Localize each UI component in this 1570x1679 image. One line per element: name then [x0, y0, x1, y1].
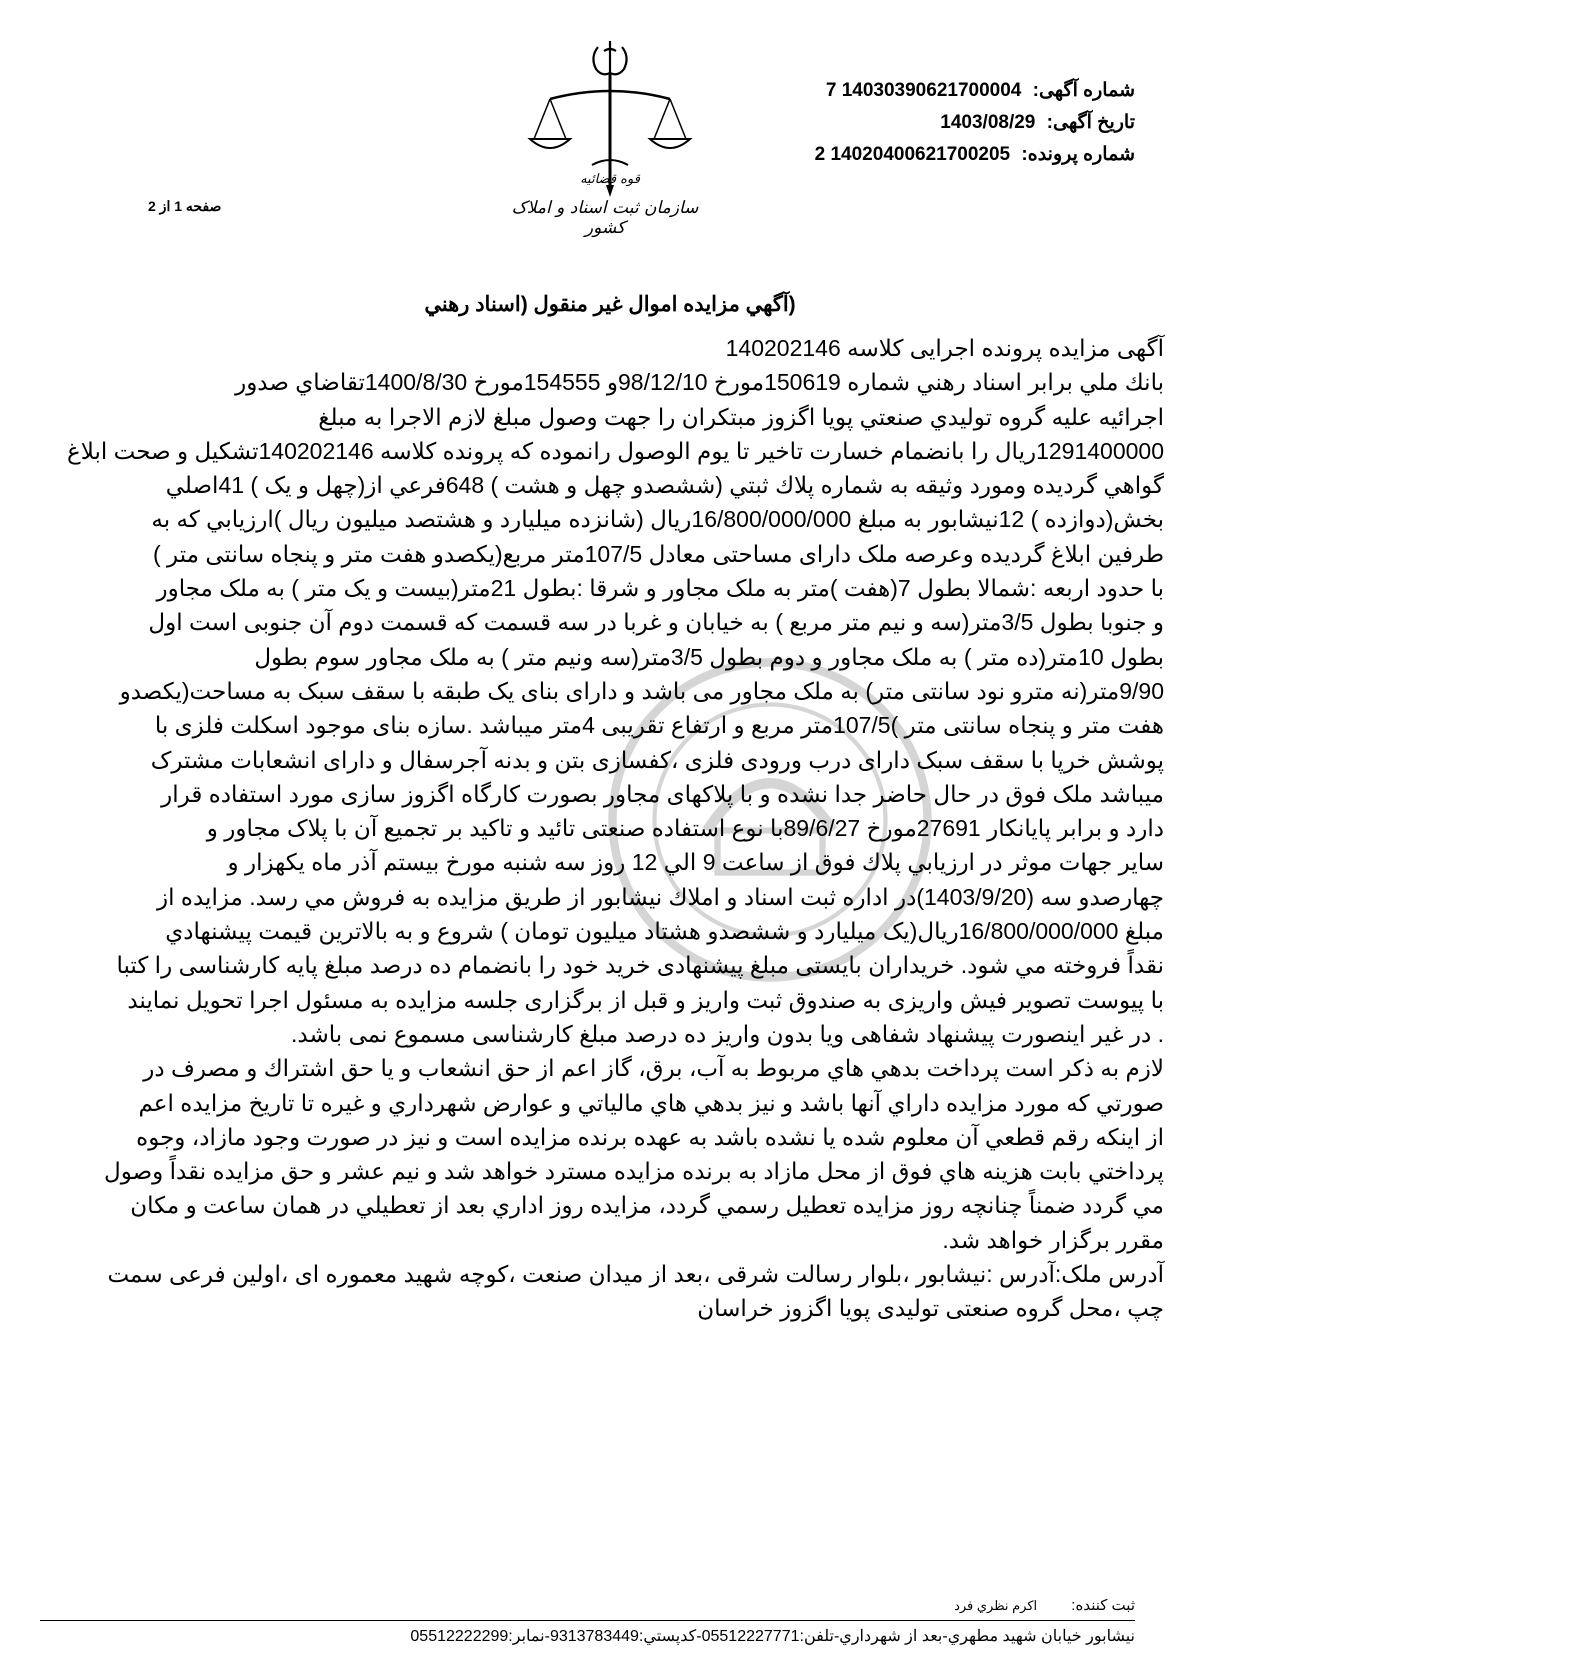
case-number-row: [815, 139, 1135, 171]
body-line: از اينكه رقم قطعي آن معلوم شده يا نشده باشد به عهده برنده مزايده است و نيز در صورت وجود مازاد، وجوه: [136, 1123, 1164, 1150]
case-number: 14020400621700205 2: [814, 144, 1011, 165]
body-line: چهارصدو سه (1403/9/20)در اداره ثبت اسناد و املاك نيشابور از طريق مزايده به فروش مي رسد. مزايده از: [157, 883, 1164, 910]
body-line: آگهی مزایده پرونده اجرایی کلاسه 140202146: [725, 335, 1164, 361]
registrar: [954, 1596, 1135, 1614]
notice-meta: [815, 75, 1135, 171]
notice-date-row: [815, 107, 1135, 139]
notice-number-row: [815, 75, 1135, 107]
notice-body: [14, 331, 1164, 1326]
body-line: چپ ،محل گروه صنعتی تولیدی پویا اگزوز خراسان: [697, 1295, 1164, 1322]
document-title: (آگهي مزايده اموال غير منقول (اسناد رهني: [424, 293, 796, 316]
body-line: صورتي كه مورد مزايده داراي آنها باشد و نيز بدهي هاي مالياتي و عوارض شهرداري و غيره تا تاريخ مزايده اعم: [138, 1089, 1164, 1116]
notice-date: 1403/08/29: [940, 112, 1036, 133]
body-line: ساير جهات موثر در ارزيابي پلاك فوق از ساعت 9 الي 12 روز سه شنبه مورخ بيستم آذر ماه يكهزار و: [227, 849, 1164, 876]
body-line: بخش(دوازده ) 12نيشابور به مبلغ 16/800/000/000ريال (شانزده ميليارد و هشتصد ميليون ريال )ارزيابي كه به: [151, 506, 1164, 533]
body-line: بطول 10متر(ده متر ) به ملک مجاور و دوم بطول 3/5متر(سه ونیم متر ) به ملک مجاور سوم بطول: [254, 643, 1164, 670]
registrar-name: اكرم نظري فرد: [954, 1598, 1038, 1613]
body-line: لازم به ذكر است پرداخت بدهي هاي مربوط به آب، برق، گاز اعم از حق انشعاب و يا حق اشتراك و مصرف در: [143, 1055, 1164, 1082]
case-number-label: شماره پرونده:: [1021, 144, 1135, 165]
body-line: طرفين ابلاغ گرديده وعرصه ملک دارای مساحتی معادل 107/5متر مربع(یکصدو هفت متر و پنجاه سانتی متر ): [152, 540, 1164, 567]
body-line: میباشد ملک فوق در حال حاضر جدا نشده و با پلاکهای مجاور بصورت کارگاه اگزوز سازی مورد استفاده قرار: [161, 780, 1164, 807]
body-line: گواهي گرديده ومورد وثيقه به شماره پلاك ثبتي (ششصدو چهل و هشت ) 648فرعي از(چهل و یک ) 41اصلي: [165, 472, 1164, 499]
notice-number: 14030390621700004 7: [825, 80, 1022, 101]
footer-address: نيشابور خيابان شهيد مطهري-بعد از شهرداري-تلفن:05512227771-كدپستي:9313783449-نمابر:05512222299: [410, 1628, 1135, 1645]
footer-divider: [40, 1620, 1135, 1621]
body-line: و جنوبا بطول 3/5متر(سه و نیم متر مربع ) به خیابان و غربا در سه قسمت که قسمت دوم آن جنوبی است اول: [148, 609, 1164, 636]
page-indicator: صفحه 1 از 2: [148, 198, 222, 214]
svg-text:قوه قضائیه: قوه قضائیه: [580, 172, 640, 187]
body-line: 9/90متر(نه مترو نود سانتی متر) به ملک مجاور می باشد و دارای بنای یک طبقه با سقف سبک به مساحت(یکصدو: [119, 677, 1164, 704]
body-line: . در غیر اینصورت پیشنهاد شفاهی ویا بدون واریز ده درصد مبلغ کارشناسی مسموع نمی باشد.: [291, 1020, 1164, 1047]
body-line: آدرس ملک:آدرس :نیشابور ،بلوار رسالت شرقی ،بعد از میدان صنعت ،کوچه شهید معموره ای ،اولین فرعی سمت: [107, 1261, 1164, 1288]
body-line: بانك ملي برابر اسناد رهني شماره 150619مورخ 98/12/10و 154555مورخ 1400/8/30تقاضاي صدور: [235, 369, 1164, 396]
emblem-caption: سازمان ثبت اسناد و املاک کشور: [511, 198, 699, 238]
body-line: با حدود اربعه :شمالا بطول 7(هفت )متر به ملک مجاور و شرقا :بطول 21متر(بیست و یک متر ) به ملک مجاور: [156, 575, 1164, 602]
notice-date-label: تاریخ آگهی:: [1046, 112, 1135, 133]
registrar-label: ثبت كننده:: [1071, 1597, 1135, 1614]
body-line: مي گردد ضمناً چنانچه روز مزايده تعطيل رسمي گردد، مزايده روز اداري بعد از تعطيلي در همان ساعت و مكان: [130, 1192, 1164, 1219]
body-line: 1291400000ريال را بانضمام خسارت تاخير تا يوم الوصول رانموده كه پرونده كلاسه 140202146تشكيل و صحت ابلاغ: [67, 437, 1164, 464]
notice-number-label: شماره آگهی:: [1032, 80, 1135, 101]
body-line: دارد و برابر پایانکار 27691مورخ 89/6/27با نوع استفاده صنعتی تائید و تاکید بر تجمیع آن با پلاک مجاور و: [206, 815, 1164, 842]
body-line: پوشش خرپا با سقف سبک دارای درب ورودی فلزی ،کفسازی بتن و بدنه آجرسفال و دارای انشعابات مشترک: [150, 746, 1164, 773]
body-line: با پیوست تصویر فیش واریزی به صندوق ثبت واریز و قبل از برگزاری جلسه مزایده به مسئول اجرا تحویل نمایند: [127, 986, 1164, 1013]
body-line: هفت متر و پنجاه سانتی متر )107/5متر مربع و ارتفاع تقریبی 4متر میباشد .سازه بنای موجود اسکلت فلزی با: [154, 712, 1164, 739]
body-line: مبلغ 16/800/000/000ريال(یک میلیارد و ششصدو هشتاد میلیون تومان ) شروع و به بالاترين قيمت پيشنهادي: [165, 918, 1164, 945]
body-line: اجرائيه عليه گروه توليدي صنعتي پويا اگزوز مبتكران را جهت وصول مبلغ لازم الاجرا به مبلغ: [318, 403, 1164, 430]
body-line: پرداختي بابت هزينه هاي فوق از محل مازاد به برنده مزايده مسترد خواهد شد و نيم عشر و حق مزايده نقداً وصول: [103, 1158, 1164, 1185]
body-line: نقداً فروخته مي شود. خریداران بایستی مبلغ پیشنهادی خرید خود را بانضمام ده درصد مبلغ پایه کارشناسی را کتبا: [116, 952, 1164, 979]
body-line: مقرر برگزار خواهد شد.: [942, 1226, 1164, 1253]
